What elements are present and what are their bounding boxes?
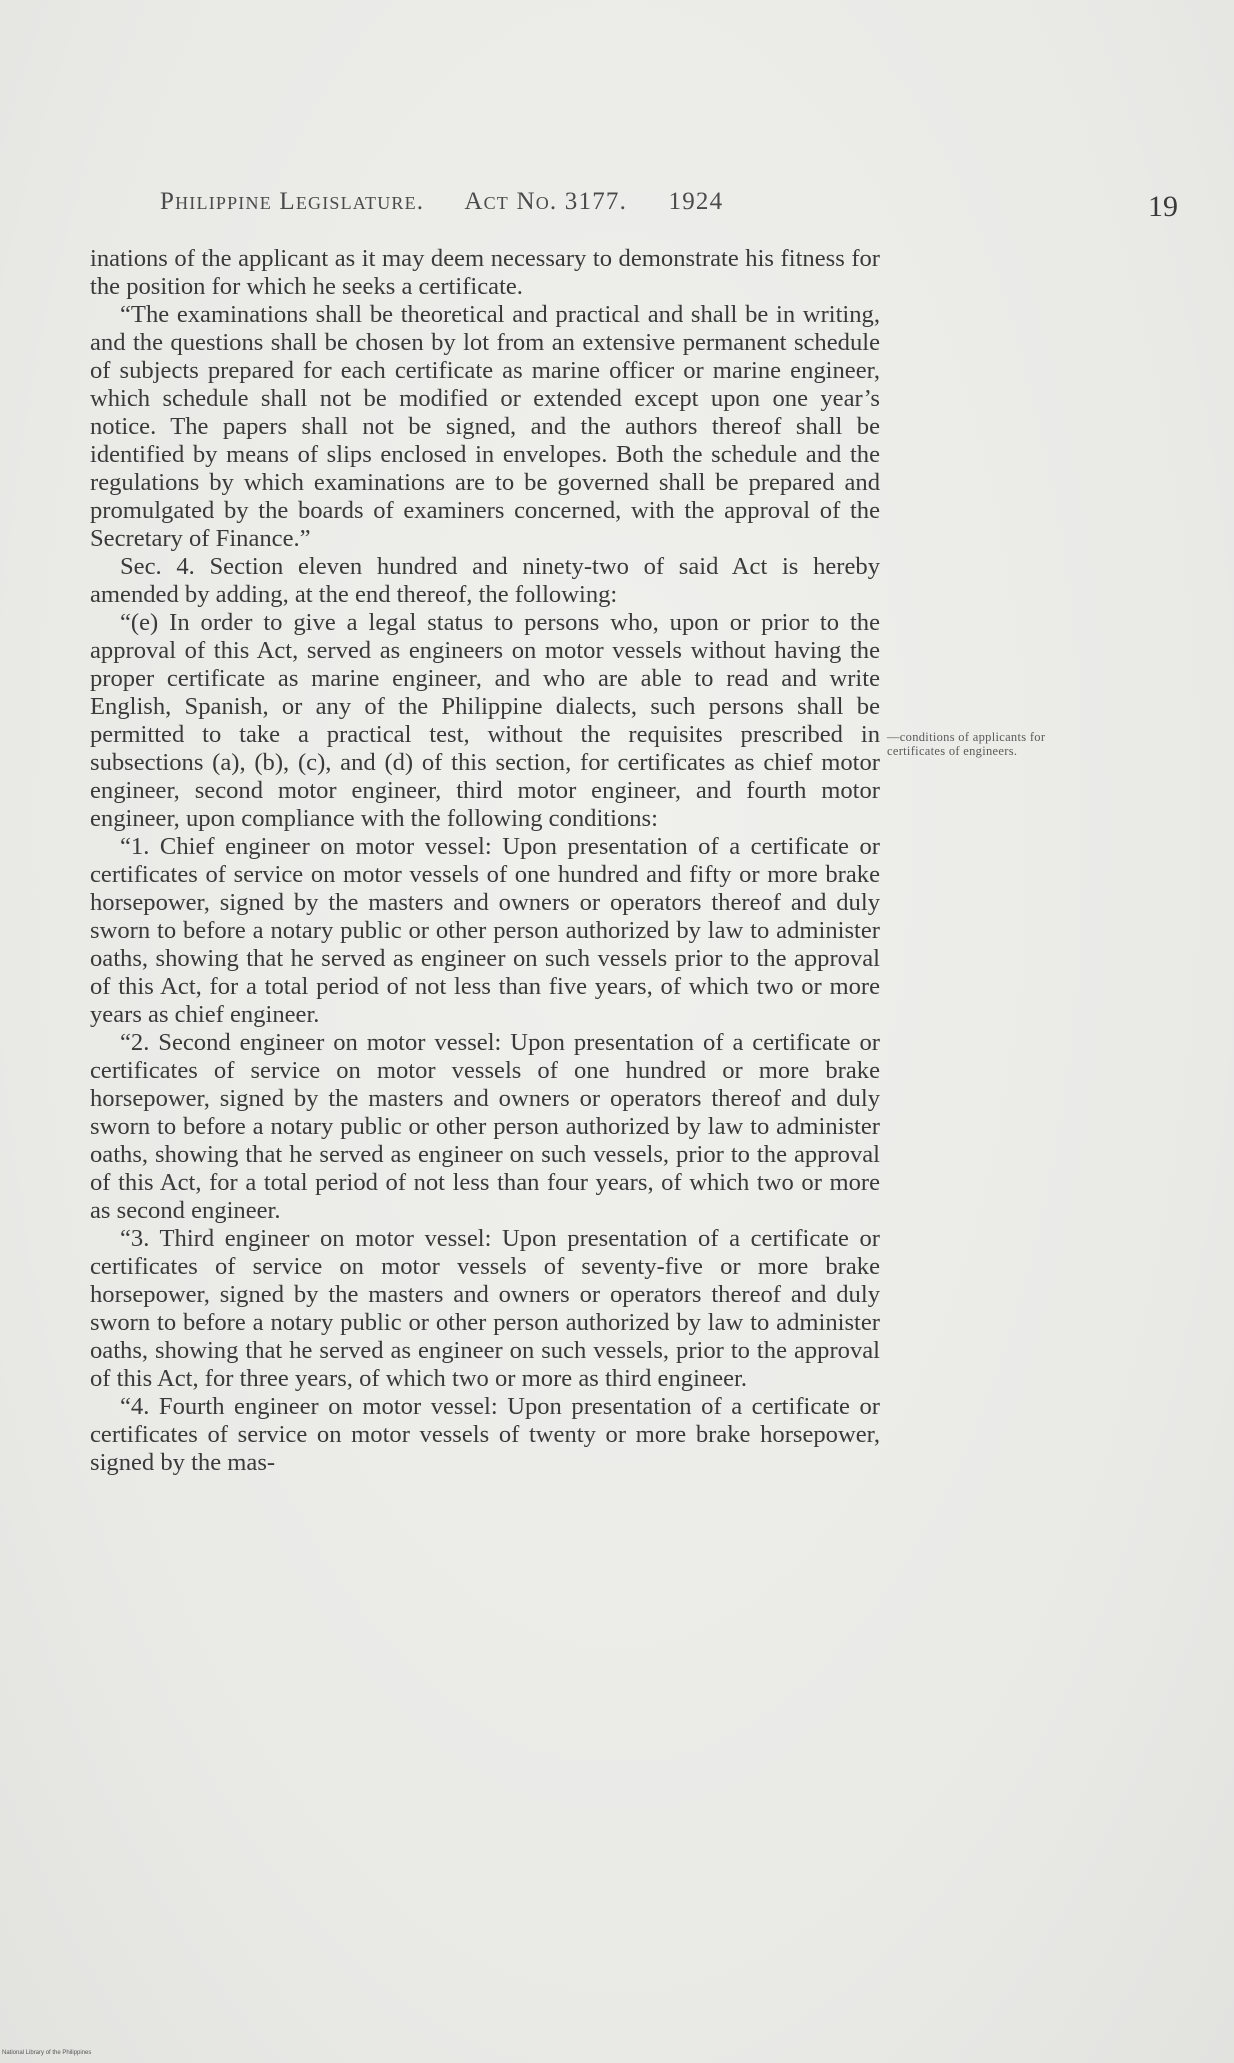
paragraph: inations of the applicant as it may deem necessary to demonstrate his fitness for the position for which he seeks a certificate. (90, 245, 880, 300)
running-head (160, 188, 860, 216)
paragraph: “(e) In order to give a legal status to persons who, upon or prior to the approval of this Act, served as engineers on motor vessels without having the proper certificate as marine engineer, and who are able to read and write English, Spanish, or any of the Philippine dialects, such persons shall be permitted to take a practical test, without the requisites prescribed in subsections (a), (b), (c), and (d) of this section, for certificates as chief motor engineer, second motor engineer, third motor engineer, and fourth motor engineer, upon compliance with the following conditions: (90, 609, 880, 832)
paragraph: “2. Second engineer on motor vessel: Upon presentation of a certificate or certificates of service on motor vessels of one hundred or more brake horsepower, signed by the masters and owners or operators thereof and duly sworn to before a notary public or other person authorized by law to administer oaths, showing that he served as engineer on such vessels, prior to the approval of this Act, for a total period of not less than four years, of which two or more as second engineer. (90, 1029, 880, 1224)
body-text (90, 245, 880, 1477)
paragraph: “1. Chief engineer on motor vessel: Upon presentation of a certificate or certificates of service on motor vessels of one hundred and fifty or more brake horsepower, signed by the masters and owners or operators thereof and duly sworn to before a notary public or other person authorized by law to administer oaths, showing that he served as engineer on such vessels prior to the approval of this Act, for a total period of not less than five years, of which two or more years as chief engineer. (90, 833, 880, 1028)
paragraph: “4. Fourth engineer on motor vessel: Upon presentation of a certificate or certificates of service on motor vessels of twenty or more brake horsepower, signed by the mas- (90, 1393, 880, 1476)
paragraph: “The examinations shall be theoretical and practical and shall be in writing, and the questions shall be chosen by lot from an extensive permanent schedule of subjects prepared for each certificate as marine officer or marine engineer, which schedule shall not be modified or extended except upon one year’s notice. The papers shall not be signed, and the authors thereof shall be identified by means of slips enclosed in envelopes. Both the schedule and the regulations by which examinations are to be governed shall be prepared and promulgated by the boards of examiners concerned, with the approval of the Secretary of Finance.” (90, 301, 880, 552)
footer-credit: National Library of the Philippines (2, 2050, 92, 2056)
header-legislature: Philippine Legislature. (160, 188, 425, 215)
header-act-number: Act No. 3177. (464, 188, 628, 215)
paragraph: “3. Third engineer on motor vessel: Upon presentation of a certificate or certificates of service on motor vessels of seventy-five or more brake horsepower, signed by the masters and owners or operators thereof and duly sworn to before a notary public or other person authorized by law to administer oaths, showing that he served as engineer on such vessels, prior to the approval of this Act, for three years, of which two or more as third engineer. (90, 1225, 880, 1392)
page-number: 19 (1148, 190, 1178, 223)
paragraph: Sec. 4. Section eleven hundred and ninety-two of said Act is hereby amended by adding, at the end thereof, the following: (90, 553, 880, 608)
margin-note: —conditions of applicants for certificates of engineers. (887, 730, 1046, 758)
header-year: 1924 (668, 188, 724, 215)
